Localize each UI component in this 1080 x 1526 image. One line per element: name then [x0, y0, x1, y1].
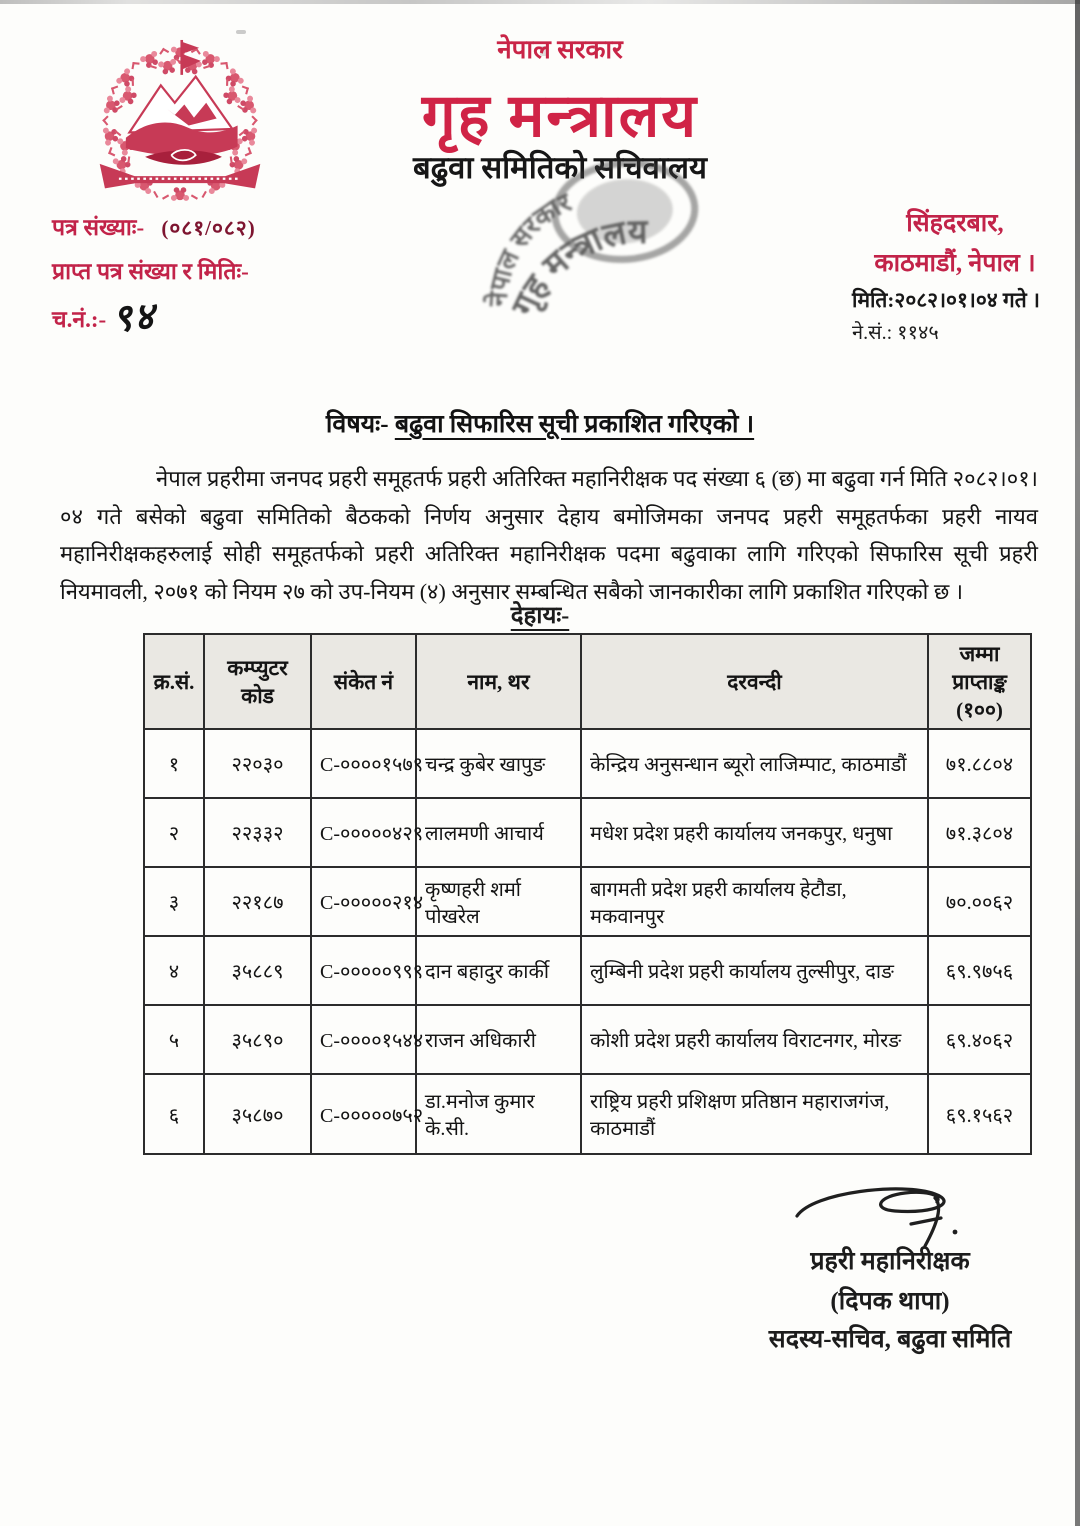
cell-total-marks: ७०.००६२ [928, 867, 1031, 936]
cell-total-marks: ६९.४०६२ [928, 1005, 1031, 1074]
table-row [144, 1005, 1031, 1074]
subject-line [0, 406, 1080, 440]
cell-name: चन्द्र कुबेर खापुङ [416, 729, 581, 798]
column-header-name: नाम, थर [416, 634, 581, 729]
cell-serial: ४ [144, 936, 204, 1005]
scan-artifact-top-edge [0, 0, 1080, 4]
table-header-row [144, 634, 1031, 729]
cell-total-marks: ६९.९७५६ [928, 936, 1031, 1005]
reference-block [52, 206, 452, 341]
scan-artifact-right-edge [1075, 0, 1080, 1526]
cell-total-marks: ७१.३८०४ [928, 798, 1031, 867]
dehaya-label: देहायः- [510, 603, 570, 629]
cell-computer-code: २२०३० [204, 729, 311, 798]
body-paragraph: नेपाल प्रहरीमा जनपद प्रहरी समूहतर्फ प्रहरी अतिरिक्त महानिरीक्षक पद संख्या ६ (छ) मा बढुवा गर्न मिति २०८२।०१।०४ गते बसेको बढुवा समितिको बैठकको निर्णय अनुसार देहाय बमोजिमका जनपद प्रहरी समूहतर्फका प्रहरी नायव महानिरीक्षकहरुलाई सोही समूहतर्फको प्रहरी अतिरिक्त महानिरीक्षक पदमा बढुवाका लागि गरिएको सिफारिस सूची प्रहरी नियमावली, २०७१ को नियम २७ को उप-नियम (४) अनुसार सम्बन्धित सबैको जानकारीका लागि प्रकाशित गरिएको छ । [60, 466, 1038, 604]
ministry-title: गृह मन्त्रालय [421, 83, 699, 149]
signatory-title: प्रहरी महानिरीक्षक [810, 1248, 970, 1275]
cell-name: कृष्णहरी शर्मा पोखरेल [416, 867, 581, 936]
cell-serial: ६ [144, 1074, 204, 1154]
dispatch-number-handwritten-value: ९४ [110, 293, 158, 341]
table-row [144, 729, 1031, 798]
address-line-2: काठमाडौं, नेपाल । [874, 250, 1036, 277]
subject-label: विषयः- [325, 411, 389, 438]
cell-total-marks: ६९.१५६२ [928, 1074, 1031, 1154]
letter-number-label: पत्र संख्याः- [52, 215, 145, 240]
cell-computer-code: ३५८८९ [204, 936, 311, 1005]
cell-posting: कोशी प्रदेश प्रहरी कार्यालय विराटनगर, मोरङ [581, 1005, 928, 1074]
letter-number-line [52, 206, 452, 250]
cell-code-no: C-००००१५७९ [311, 729, 416, 798]
column-header-serial: क्र.सं. [144, 634, 204, 729]
secretariat-title: बढुवा समितिको सचिवालय [413, 150, 707, 185]
cell-name: दान बहादुर कार्की [416, 936, 581, 1005]
cell-name: राजन अधिकारी [416, 1005, 581, 1074]
signatory-name: (दिपक थापा) [830, 1288, 950, 1315]
cell-code-no: C-०००००२१४ [311, 867, 416, 936]
cell-serial: २ [144, 798, 204, 867]
cell-posting: लुम्बिनी प्रदेश प्रहरी कार्यालय तुल्सीपुर, दाङ [581, 936, 928, 1005]
cell-code-no: C-०००००७५२ [311, 1074, 416, 1154]
column-header-posting: दरवन्दी [581, 634, 928, 729]
table-row [144, 867, 1031, 936]
cell-total-marks: ७१.८८०४ [928, 729, 1031, 798]
subject-text: बढुवा सिफारिस सूची प्रकाशित गरिएको । [394, 411, 755, 438]
address-block [840, 204, 1070, 284]
nepal-samvat-line: ने.सं.: ११४५ [852, 322, 939, 344]
cell-serial: ३ [144, 867, 204, 936]
government-title: नेपाल सरकार [497, 35, 623, 64]
cell-posting: राष्ट्रिय प्रहरी प्रशिक्षण प्रतिष्ठान महाराजगंज, काठमाडौं [581, 1074, 928, 1154]
svg-text:नेपाल सरकार: नेपाल सरकार [483, 187, 576, 308]
cell-code-no: C-०००००४२९ [311, 798, 416, 867]
table-row [144, 798, 1031, 867]
dispatch-number-label: च.नं.:- [52, 307, 107, 332]
cell-computer-code: २२१८७ [204, 867, 311, 936]
cell-posting: केन्द्रिय अनुसन्धान ब्यूरो लाजिम्पाट, काठमाडौं [581, 729, 928, 798]
cell-serial: ५ [144, 1005, 204, 1074]
cell-computer-code: ३५८९० [204, 1005, 311, 1074]
cell-serial: १ [144, 729, 204, 798]
received-letter-line: प्राप्त पत्र संख्या र मितिः- [52, 259, 249, 284]
date-line: मिति:२०८२।०१।०४ गते । [852, 288, 1040, 312]
address-line-1: सिंहदरबार, [906, 210, 1004, 237]
cell-name: डा.मनोज कुमार के.सी. [416, 1074, 581, 1154]
cell-name: लालमणी आचार्य [416, 798, 581, 867]
cell-posting: बागमती प्रदेश प्रहरी कार्यालय हेटौडा, मकवानपुर [581, 867, 928, 936]
column-header-total-marks: जम्मा प्राप्ताङ्क (१००) [928, 634, 1031, 729]
column-header-computer-code: कम्प्युटर कोड [204, 634, 311, 729]
dispatch-number-line [52, 293, 452, 341]
column-header-code-no: संकेत नं [311, 634, 416, 729]
table-row [144, 1074, 1031, 1154]
cell-computer-code: २२३३२ [204, 798, 311, 867]
table-row [144, 936, 1031, 1005]
promotion-recommendation-table [143, 633, 1032, 1155]
cell-code-no: C-००००१५४४ [311, 1005, 416, 1074]
cell-computer-code: ३५८७० [204, 1074, 311, 1154]
signatory-role: सदस्य-सचिव, बढुवा समिति [768, 1326, 1012, 1353]
cell-posting: मधेश प्रदेश प्रहरी कार्यालय जनकपुर, धनुषा [581, 798, 928, 867]
letter-number-value: (०८१/०८२) [161, 216, 256, 240]
cell-code-no: C-०००००९९९ [311, 936, 416, 1005]
svg-text:गृह मन्त्रालय: गृह मन्त्रालय [505, 213, 648, 322]
